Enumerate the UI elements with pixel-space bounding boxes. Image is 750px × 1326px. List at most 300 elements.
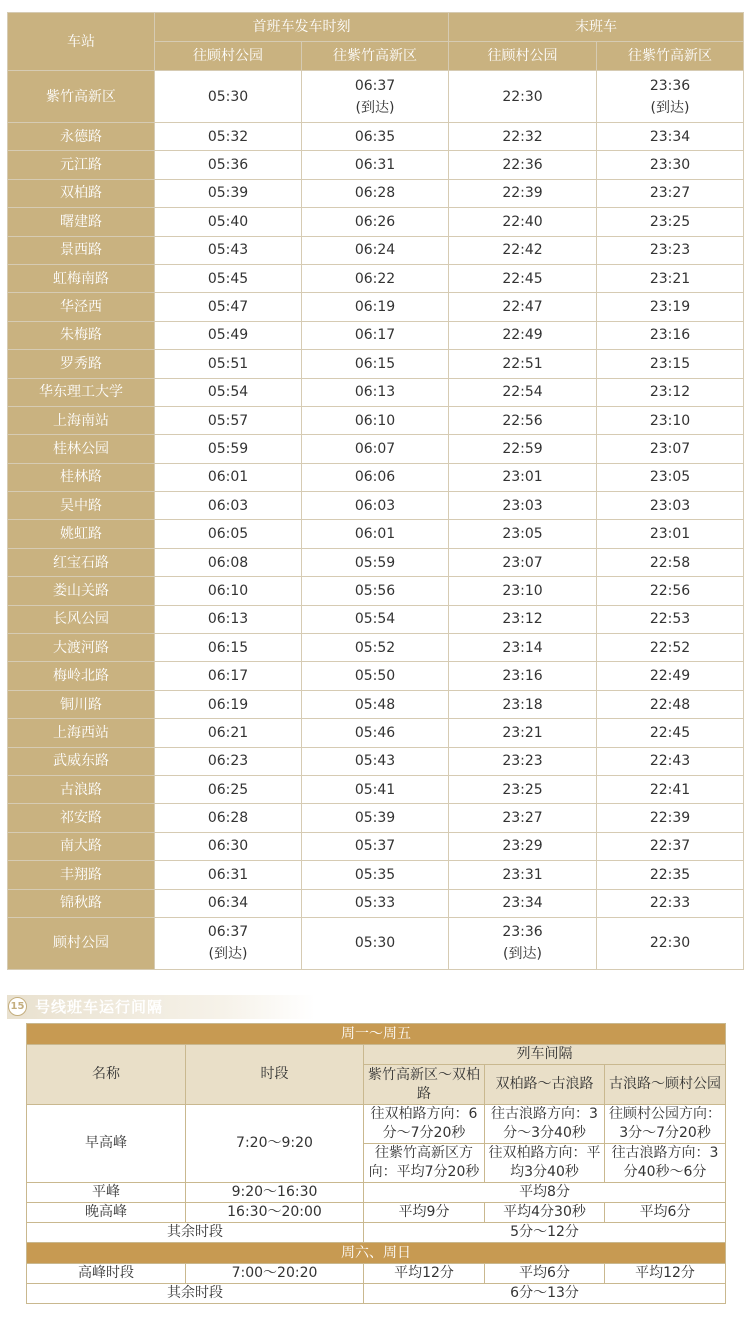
time-value: 23:01 bbox=[649, 526, 691, 543]
last-to-zizhu-cell bbox=[597, 208, 744, 236]
first-to-gucun-cell bbox=[155, 435, 302, 463]
first-to-zizhu-cell bbox=[302, 832, 449, 860]
time-value: 06:10 bbox=[354, 412, 396, 429]
time-value: 05:37 bbox=[354, 838, 396, 855]
first-to-gucun-cell bbox=[155, 747, 302, 775]
table-row bbox=[8, 747, 744, 775]
last-to-zizhu-cell bbox=[597, 889, 744, 917]
time-value: 06:01 bbox=[207, 469, 249, 486]
table-row bbox=[8, 577, 744, 605]
time-value: 22:32 bbox=[502, 128, 543, 145]
time-value: 05:49 bbox=[207, 327, 249, 344]
last-to-zizhu-cell bbox=[597, 577, 744, 605]
time-value: 05:56 bbox=[354, 582, 396, 599]
table-row bbox=[8, 293, 744, 321]
time-value: 05:54 bbox=[354, 611, 396, 628]
time-value: 05:39 bbox=[354, 810, 396, 827]
time-value: 06:13 bbox=[207, 611, 249, 628]
station-name: 元江路 bbox=[8, 151, 155, 179]
header-station: 车站 bbox=[8, 13, 155, 71]
time-value: 22:33 bbox=[649, 895, 691, 912]
time-value: 05:59 bbox=[354, 554, 396, 571]
first-to-zizhu-cell bbox=[302, 605, 449, 633]
time-value: 05:47 bbox=[207, 299, 249, 316]
time-value: 05:50 bbox=[354, 668, 396, 685]
time-value: 22:47 bbox=[502, 299, 543, 316]
last-to-gucun-cell bbox=[449, 520, 597, 548]
time-value: 23:03 bbox=[502, 497, 543, 514]
time-value: 06:26 bbox=[354, 213, 396, 230]
last-to-gucun-cell bbox=[449, 832, 597, 860]
last-to-zizhu-cell bbox=[597, 775, 744, 803]
station-name: 顾村公园 bbox=[8, 917, 155, 969]
time-value: 06:31 bbox=[207, 866, 249, 883]
first-to-zizhu-cell bbox=[302, 435, 449, 463]
time-value: 06:05 bbox=[207, 526, 249, 543]
other-weekday-value: 5分～12分 bbox=[364, 1223, 726, 1243]
table-row bbox=[8, 179, 744, 207]
time-value: 06:17 bbox=[207, 668, 249, 685]
station-name: 丰翔路 bbox=[8, 861, 155, 889]
last-to-gucun-cell bbox=[449, 71, 597, 123]
time-value: 22:43 bbox=[649, 753, 691, 770]
time-value: 05:30 bbox=[207, 88, 249, 105]
first-to-zizhu-cell bbox=[302, 264, 449, 292]
first-to-gucun-cell bbox=[155, 208, 302, 236]
table-row bbox=[8, 463, 744, 491]
station-name: 姚虹路 bbox=[8, 520, 155, 548]
time-value: 23:34 bbox=[649, 128, 691, 145]
first-to-zizhu-cell bbox=[302, 747, 449, 775]
last-to-zizhu-cell bbox=[597, 264, 744, 292]
last-to-zizhu-cell bbox=[597, 520, 744, 548]
time-value: 05:41 bbox=[354, 781, 396, 798]
first-to-gucun-cell bbox=[155, 775, 302, 803]
last-to-zizhu-cell bbox=[597, 605, 744, 633]
time-value: 22:56 bbox=[649, 582, 691, 599]
time-value: 06:22 bbox=[354, 270, 396, 287]
time-value: 06:01 bbox=[354, 526, 396, 543]
time-value: 23:25 bbox=[649, 213, 691, 230]
weekday-band: 周一～周五 bbox=[27, 1024, 726, 1045]
weekend-seg1: 平均12分 bbox=[364, 1264, 485, 1284]
first-to-gucun-cell bbox=[155, 492, 302, 520]
header-last-zizhu: 往紫竹高新区 bbox=[597, 42, 744, 71]
time-value: 06:15 bbox=[354, 355, 396, 372]
last-to-gucun-cell bbox=[449, 208, 597, 236]
last-to-zizhu-cell bbox=[597, 293, 744, 321]
table-row bbox=[8, 520, 744, 548]
time-value: 05:48 bbox=[354, 696, 396, 713]
section-title: 号线班车运行间隔 bbox=[35, 998, 164, 1016]
first-to-gucun-cell bbox=[155, 577, 302, 605]
time-value: 23:19 bbox=[649, 299, 691, 316]
last-to-zizhu-cell bbox=[597, 71, 744, 123]
time-value: 23:36 bbox=[502, 924, 543, 941]
station-name: 朱梅路 bbox=[8, 321, 155, 349]
offpeak-name: 平峰 bbox=[27, 1183, 186, 1203]
time-value: 23:07 bbox=[502, 554, 543, 571]
station-name: 桂林公园 bbox=[8, 435, 155, 463]
offpeak-value: 平均8分 bbox=[364, 1183, 726, 1203]
first-to-gucun-cell bbox=[155, 804, 302, 832]
last-to-zizhu-cell bbox=[597, 378, 744, 406]
time-value: 05:51 bbox=[207, 355, 249, 372]
first-to-zizhu-cell bbox=[302, 208, 449, 236]
last-to-zizhu-cell bbox=[597, 690, 744, 718]
time-value: 22:35 bbox=[649, 866, 691, 883]
last-to-gucun-cell bbox=[449, 577, 597, 605]
time-value: 23:03 bbox=[649, 497, 691, 514]
last-to-zizhu-cell bbox=[597, 123, 744, 151]
first-to-gucun-cell bbox=[155, 889, 302, 917]
weekend-peak-name: 高峰时段 bbox=[27, 1264, 186, 1284]
time-value: 23:29 bbox=[502, 838, 543, 855]
first-to-gucun-cell bbox=[155, 861, 302, 889]
last-to-gucun-cell bbox=[449, 463, 597, 491]
table-row bbox=[8, 861, 744, 889]
first-to-zizhu-cell bbox=[302, 690, 449, 718]
evening-peak-period: 16:30～20:00 bbox=[186, 1203, 364, 1223]
first-to-zizhu-cell bbox=[302, 151, 449, 179]
time-value: 22:51 bbox=[502, 355, 543, 372]
time-value: 06:17 bbox=[354, 327, 396, 344]
table-row bbox=[8, 719, 744, 747]
time-value: 05:43 bbox=[207, 242, 249, 259]
station-name: 南大路 bbox=[8, 832, 155, 860]
table-row bbox=[8, 406, 744, 434]
last-to-gucun-cell bbox=[449, 123, 597, 151]
header-first-zizhu: 往紫竹高新区 bbox=[302, 42, 449, 71]
time-value: 22:54 bbox=[502, 384, 543, 401]
last-to-gucun-cell bbox=[449, 634, 597, 662]
other-weekday-name: 其余时段 bbox=[27, 1223, 364, 1243]
last-to-gucun-cell bbox=[449, 321, 597, 349]
offpeak-period: 9:20～16:30 bbox=[186, 1183, 364, 1203]
last-to-zizhu-cell bbox=[597, 236, 744, 264]
first-to-zizhu-cell bbox=[302, 321, 449, 349]
table-row bbox=[8, 435, 744, 463]
first-to-gucun-cell bbox=[155, 605, 302, 633]
time-value: 06:35 bbox=[354, 128, 396, 145]
evening-seg3: 平均6分 bbox=[605, 1203, 726, 1223]
weekend-seg3: 平均12分 bbox=[605, 1264, 726, 1284]
time-value: 05:35 bbox=[354, 866, 396, 883]
time-value: 06:03 bbox=[354, 497, 396, 514]
time-value: 23:27 bbox=[649, 185, 691, 202]
last-to-zizhu-cell bbox=[597, 321, 744, 349]
last-to-zizhu-cell bbox=[597, 463, 744, 491]
table-row bbox=[8, 350, 744, 378]
table-row bbox=[8, 917, 744, 969]
station-name: 双柏路 bbox=[8, 179, 155, 207]
first-to-zizhu-cell bbox=[302, 861, 449, 889]
time-value: 06:28 bbox=[207, 810, 249, 827]
last-to-zizhu-cell bbox=[597, 492, 744, 520]
time-value: 06:13 bbox=[354, 384, 396, 401]
last-to-gucun-cell bbox=[449, 662, 597, 690]
first-to-zizhu-cell bbox=[302, 719, 449, 747]
time-value: 22:58 bbox=[649, 554, 691, 571]
first-to-zizhu-cell bbox=[302, 804, 449, 832]
first-to-zizhu-cell bbox=[302, 634, 449, 662]
table-row bbox=[8, 151, 744, 179]
morning-seg1-a: 往双柏路方向：6分～7分20秒 bbox=[364, 1105, 485, 1144]
last-to-zizhu-cell bbox=[597, 406, 744, 434]
time-value: 06:31 bbox=[354, 157, 396, 174]
first-to-gucun-cell bbox=[155, 179, 302, 207]
time-value: 23:05 bbox=[649, 469, 691, 486]
last-to-gucun-cell bbox=[449, 492, 597, 520]
station-name: 虹梅南路 bbox=[8, 264, 155, 292]
station-name: 长风公园 bbox=[8, 605, 155, 633]
table-row bbox=[8, 775, 744, 803]
table-row bbox=[8, 378, 744, 406]
first-to-gucun-cell bbox=[155, 463, 302, 491]
time-value: 06:23 bbox=[207, 753, 249, 770]
station-name: 上海西站 bbox=[8, 719, 155, 747]
time-value: 22:30 bbox=[502, 88, 543, 105]
time-value: 06:25 bbox=[207, 781, 249, 798]
last-to-gucun-cell bbox=[449, 350, 597, 378]
last-to-gucun-cell bbox=[449, 605, 597, 633]
col-interval-header: 列车间隔 bbox=[364, 1045, 726, 1065]
first-to-gucun-cell bbox=[155, 634, 302, 662]
last-to-gucun-cell bbox=[449, 690, 597, 718]
time-value: 06:06 bbox=[354, 469, 396, 486]
first-to-zizhu-cell bbox=[302, 889, 449, 917]
station-name: 武威东路 bbox=[8, 747, 155, 775]
last-to-zizhu-cell bbox=[597, 719, 744, 747]
time-value: 22:45 bbox=[502, 270, 543, 287]
first-to-zizhu-cell bbox=[302, 350, 449, 378]
last-to-zizhu-cell bbox=[597, 634, 744, 662]
morning-seg3-a: 往顾村公园方向：3分～7分20秒 bbox=[605, 1105, 726, 1144]
first-to-gucun-cell bbox=[155, 548, 302, 576]
last-to-zizhu-cell bbox=[597, 435, 744, 463]
time-value: 23:34 bbox=[502, 895, 543, 912]
morning-seg2-a: 往古浪路方向：3分～3分40秒 bbox=[485, 1105, 605, 1144]
morning-seg2-b: 往双柏路方向：平均3分40秒 bbox=[485, 1144, 605, 1183]
time-value: 22:39 bbox=[649, 810, 691, 827]
time-value: 22:41 bbox=[649, 781, 691, 798]
time-value: 05:45 bbox=[207, 270, 249, 287]
last-to-gucun-cell bbox=[449, 151, 597, 179]
table-row bbox=[8, 804, 744, 832]
time-value: 06:07 bbox=[354, 440, 396, 457]
last-to-gucun-cell bbox=[449, 917, 597, 969]
arrival-note: (到达) bbox=[208, 946, 248, 963]
time-value: 22:39 bbox=[502, 185, 543, 202]
time-value: 05:40 bbox=[207, 213, 249, 230]
time-value: 06:15 bbox=[207, 639, 249, 656]
evening-seg2: 平均4分30秒 bbox=[485, 1203, 605, 1223]
station-name: 娄山关路 bbox=[8, 577, 155, 605]
time-value: 22:37 bbox=[649, 838, 691, 855]
first-to-zizhu-cell bbox=[302, 236, 449, 264]
time-value: 23:01 bbox=[502, 469, 543, 486]
first-to-gucun-cell bbox=[155, 662, 302, 690]
time-value: 06:37 bbox=[207, 924, 249, 941]
first-to-zizhu-cell bbox=[302, 520, 449, 548]
time-value: 22:36 bbox=[502, 157, 543, 174]
time-value: 06:34 bbox=[207, 895, 249, 912]
time-value: 23:10 bbox=[649, 412, 691, 429]
col-name-header: 名称 bbox=[27, 1045, 186, 1105]
table-row bbox=[8, 548, 744, 576]
arrival-note: (到达) bbox=[650, 99, 690, 116]
last-to-gucun-cell bbox=[449, 236, 597, 264]
first-to-zizhu-cell bbox=[302, 577, 449, 605]
first-to-zizhu-cell bbox=[302, 406, 449, 434]
first-to-gucun-cell bbox=[155, 690, 302, 718]
header-last-train: 末班车 bbox=[449, 13, 744, 42]
time-value: 23:27 bbox=[502, 810, 543, 827]
station-name: 紫竹高新区 bbox=[8, 71, 155, 123]
time-value: 05:54 bbox=[207, 384, 249, 401]
time-value: 06:19 bbox=[207, 696, 249, 713]
morning-seg1-b: 往紫竹高新区方向：平均7分20秒 bbox=[364, 1144, 485, 1183]
last-to-gucun-cell bbox=[449, 406, 597, 434]
first-to-zizhu-cell bbox=[302, 917, 449, 969]
table-row bbox=[8, 690, 744, 718]
last-to-gucun-cell bbox=[449, 435, 597, 463]
time-value: 23:23 bbox=[502, 753, 543, 770]
arrival-note: (到达) bbox=[503, 946, 542, 963]
first-to-gucun-cell bbox=[155, 378, 302, 406]
last-to-gucun-cell bbox=[449, 293, 597, 321]
time-value: 05:39 bbox=[207, 185, 249, 202]
last-to-gucun-cell bbox=[449, 548, 597, 576]
time-value: 06:21 bbox=[207, 724, 249, 741]
station-name: 吴中路 bbox=[8, 492, 155, 520]
segment-1-header: 紫竹高新区～双柏路 bbox=[364, 1065, 485, 1105]
time-value: 06:28 bbox=[354, 185, 396, 202]
col-period-header: 时段 bbox=[186, 1045, 364, 1105]
header-last-gucun: 往顾村公园 bbox=[449, 42, 597, 71]
time-value: 22:45 bbox=[649, 724, 691, 741]
last-to-zizhu-cell bbox=[597, 917, 744, 969]
last-to-gucun-cell bbox=[449, 775, 597, 803]
weekend-seg2: 平均6分 bbox=[485, 1264, 605, 1284]
morning-peak-period: 7:20～9:20 bbox=[186, 1105, 364, 1183]
time-value: 05:52 bbox=[354, 639, 396, 656]
segment-2-header: 双柏路～古浪路 bbox=[485, 1065, 605, 1105]
last-to-gucun-cell bbox=[449, 861, 597, 889]
arrival-note: (到达) bbox=[355, 99, 395, 116]
station-name: 曙建路 bbox=[8, 208, 155, 236]
header-first-gucun: 往顾村公园 bbox=[155, 42, 302, 71]
last-to-zizhu-cell bbox=[597, 179, 744, 207]
time-value: 06:24 bbox=[354, 242, 396, 259]
header-first-train: 首班车发车时刻 bbox=[155, 13, 449, 42]
last-to-gucun-cell bbox=[449, 804, 597, 832]
station-name: 罗秀路 bbox=[8, 350, 155, 378]
time-value: 22:53 bbox=[649, 611, 691, 628]
station-name: 梅岭北路 bbox=[8, 662, 155, 690]
first-to-gucun-cell bbox=[155, 832, 302, 860]
table-row bbox=[8, 492, 744, 520]
time-value: 23:05 bbox=[502, 526, 543, 543]
last-to-gucun-cell bbox=[449, 747, 597, 775]
segment-3-header: 古浪路～顾村公园 bbox=[605, 1065, 726, 1105]
last-to-zizhu-cell bbox=[597, 662, 744, 690]
table-row bbox=[8, 123, 744, 151]
time-value: 06:19 bbox=[354, 299, 396, 316]
last-to-gucun-cell bbox=[449, 378, 597, 406]
time-value: 06:30 bbox=[207, 838, 249, 855]
station-name: 上海南站 bbox=[8, 406, 155, 434]
first-to-zizhu-cell bbox=[302, 492, 449, 520]
last-to-gucun-cell bbox=[449, 179, 597, 207]
first-to-zizhu-cell bbox=[302, 662, 449, 690]
last-to-zizhu-cell bbox=[597, 151, 744, 179]
table-row bbox=[8, 634, 744, 662]
first-to-gucun-cell bbox=[155, 123, 302, 151]
time-value: 05:30 bbox=[354, 935, 396, 952]
first-to-gucun-cell bbox=[155, 71, 302, 123]
time-value: 22:42 bbox=[502, 242, 543, 259]
station-name: 永德路 bbox=[8, 123, 155, 151]
morning-peak-name: 早高峰 bbox=[27, 1105, 186, 1183]
station-name: 大渡河路 bbox=[8, 634, 155, 662]
station-name: 桂林路 bbox=[8, 463, 155, 491]
first-to-zizhu-cell bbox=[302, 548, 449, 576]
first-to-zizhu-cell bbox=[302, 179, 449, 207]
last-to-zizhu-cell bbox=[597, 804, 744, 832]
first-to-gucun-cell bbox=[155, 293, 302, 321]
time-value: 22:30 bbox=[649, 935, 691, 952]
evening-seg1: 平均9分 bbox=[364, 1203, 485, 1223]
time-value: 23:16 bbox=[502, 668, 543, 685]
time-value: 22:52 bbox=[649, 639, 691, 656]
time-value: 05:32 bbox=[207, 128, 249, 145]
first-to-gucun-cell bbox=[155, 406, 302, 434]
first-to-gucun-cell bbox=[155, 350, 302, 378]
evening-peak-name: 晚高峰 bbox=[27, 1203, 186, 1223]
interval-table bbox=[26, 1023, 726, 1304]
last-to-gucun-cell bbox=[449, 719, 597, 747]
first-to-gucun-cell bbox=[155, 264, 302, 292]
first-to-zizhu-cell bbox=[302, 71, 449, 123]
time-value: 06:37 bbox=[354, 77, 396, 94]
table-row bbox=[8, 236, 744, 264]
last-to-gucun-cell bbox=[449, 264, 597, 292]
station-name: 祁安路 bbox=[8, 804, 155, 832]
time-value: 05:57 bbox=[207, 412, 249, 429]
first-to-zizhu-cell bbox=[302, 123, 449, 151]
time-value: 06:10 bbox=[207, 582, 249, 599]
station-name: 古浪路 bbox=[8, 775, 155, 803]
time-value: 22:49 bbox=[502, 327, 543, 344]
table-row bbox=[8, 832, 744, 860]
time-value: 05:33 bbox=[354, 895, 396, 912]
station-name: 红宝石路 bbox=[8, 548, 155, 576]
station-name: 景西路 bbox=[8, 236, 155, 264]
table-row bbox=[8, 662, 744, 690]
table-row bbox=[8, 889, 744, 917]
time-value: 06:03 bbox=[207, 497, 249, 514]
first-to-gucun-cell bbox=[155, 520, 302, 548]
time-value: 05:59 bbox=[207, 440, 249, 457]
first-to-zizhu-cell bbox=[302, 775, 449, 803]
other-weekend-value: 6分～13分 bbox=[364, 1284, 726, 1304]
morning-seg3-b: 往古浪路方向：3分40秒～6分 bbox=[605, 1144, 726, 1183]
table-row bbox=[8, 264, 744, 292]
first-to-zizhu-cell bbox=[302, 463, 449, 491]
time-value: 05:36 bbox=[207, 157, 249, 174]
time-value: 23:12 bbox=[649, 384, 691, 401]
